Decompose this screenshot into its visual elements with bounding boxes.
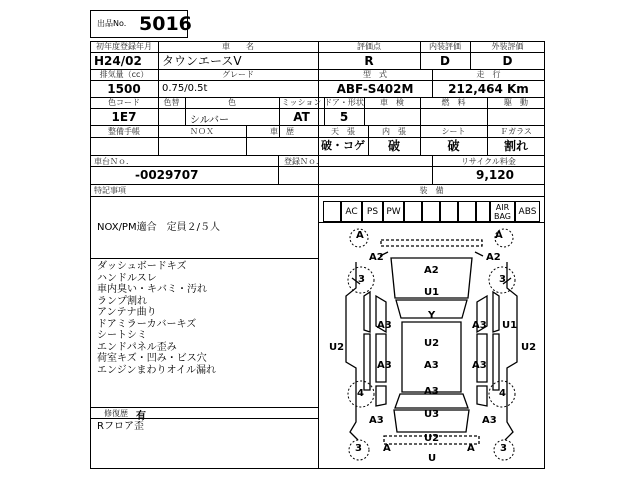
- inner-panel-value: 破: [387, 139, 400, 153]
- damage-u2-right: U2: [521, 342, 537, 353]
- equipment-cell-pw: PW: [383, 201, 404, 222]
- equipment-section-label: 装 備: [419, 186, 444, 195]
- inspection-label: 車 検: [380, 98, 404, 107]
- mission-label: ミッション: [281, 98, 322, 107]
- equipment-cell-airbag: AIR BAG: [490, 201, 515, 222]
- grade-value: 0.75/0.5t: [162, 83, 208, 94]
- mileage-value: 212,464 Km: [448, 82, 529, 96]
- damage-u1-hood: U1: [424, 287, 440, 298]
- car-name-value: タウンエースV: [162, 54, 242, 68]
- damage-u2-rear: U2: [424, 433, 440, 444]
- seat-value: 破: [447, 139, 460, 153]
- damage-a3-center-1: A3: [424, 360, 439, 371]
- notes-line-1: NOX/PM適合 定員２/５人: [97, 222, 220, 233]
- fuel-label: 燃 料: [441, 98, 466, 107]
- score-value: R: [364, 54, 374, 68]
- color-code-value: 1E7: [111, 110, 137, 124]
- notes-item: 荷室キズ・凹み・ビス穴: [97, 353, 207, 364]
- notes-section-label: 特記事項: [94, 186, 126, 195]
- notes-item: シートシミ: [97, 330, 147, 341]
- equipment-cell-ac: AC: [341, 201, 362, 222]
- ceiling-value: 破・コゲ: [321, 139, 365, 152]
- maintenance-book-label: 整備手帳: [108, 127, 140, 136]
- damage-wheel-fl: 3: [358, 274, 365, 285]
- damage-u1-right: U1: [502, 320, 518, 331]
- damage-a2-left: A2: [369, 252, 384, 263]
- notes-list: [97, 261, 315, 376]
- mission-value: AT: [293, 110, 310, 124]
- damage-a-back-right: A: [467, 443, 475, 454]
- chassis-number-label: 車台Ｎｏ．: [94, 157, 134, 166]
- damage-a3-left-3: A3: [369, 415, 384, 426]
- equipment-cell-abs: ABS: [515, 201, 540, 222]
- damage-y: Y: [428, 310, 436, 321]
- damage-a-back-left: A: [383, 443, 391, 454]
- repair-history-value: 有: [136, 411, 146, 422]
- drive-label: 駆 動: [504, 98, 528, 107]
- grade-label: グレード: [222, 70, 254, 79]
- equipment-cell-3: [404, 201, 422, 222]
- notes-item: ドアミラーカバーキズ: [97, 318, 197, 330]
- notes-item: エンドパネル歪み: [97, 341, 177, 353]
- color-label: 色: [228, 98, 236, 107]
- damage-front-right: A: [495, 230, 503, 241]
- damage-u3: U3: [424, 409, 440, 420]
- damage-wheel-bl: 3: [355, 443, 362, 454]
- color-code-label: 色コード: [108, 98, 140, 107]
- equipment-cell-5: [440, 201, 458, 222]
- damage-a2-hood: A2: [424, 265, 439, 276]
- damage-a3-center-2: A3: [424, 386, 439, 397]
- doors-value: 5: [339, 110, 349, 124]
- displacement-label: 排気量（cc）: [99, 70, 149, 79]
- equipment-cell-ps: PS: [362, 201, 383, 222]
- displacement-value: 1500: [107, 82, 141, 96]
- damage-a3-right-3: A3: [482, 415, 497, 426]
- front-glass-value: 割れ: [503, 139, 528, 153]
- damage-wheel-rr: 4: [499, 388, 506, 399]
- damage-a2-right: A2: [486, 252, 501, 263]
- inner-panel-label: 内 張: [382, 127, 406, 136]
- damage-u2-left: U2: [329, 342, 345, 353]
- lot-number-box: [90, 10, 192, 38]
- exterior-score-value: D: [502, 54, 513, 68]
- notes-item: ハンドルスレ: [97, 272, 157, 284]
- score-label: 評価点: [357, 42, 381, 51]
- interior-score-value: D: [440, 54, 450, 68]
- nox-label: ＮＯＸ: [190, 127, 214, 136]
- color-change-label: 色替: [163, 98, 180, 107]
- equipment-cell-4: [422, 201, 440, 222]
- interior-score-label: 内装評価: [429, 42, 461, 51]
- equipment-cell-6: [458, 201, 476, 222]
- damage-front-left: A: [356, 230, 364, 241]
- chassis-number-value: -0029707: [135, 168, 199, 182]
- car-name-label: 車 名: [222, 42, 254, 51]
- damage-a3-right-1: A3: [472, 320, 487, 331]
- recycle-fee-value: 9,120: [476, 168, 514, 182]
- ceiling-label: 天 張: [331, 127, 355, 136]
- damage-a3-right-2: A3: [472, 360, 487, 371]
- model-label: 型 式: [363, 70, 387, 79]
- notes-item: アンテナ曲り: [97, 307, 157, 318]
- repair-note: Rフロア歪: [97, 421, 144, 432]
- model-value: ABF-S402M: [336, 82, 414, 96]
- damage-u-rear: U: [428, 453, 437, 464]
- notes-item: ダッシュボードキズ: [97, 261, 187, 272]
- notes-item: ランプ割れ: [97, 295, 147, 307]
- notes-item: 車内臭い・キバミ・汚れ: [97, 284, 207, 295]
- damage-wheel-fr: 3: [499, 274, 506, 285]
- seat-label: シート: [441, 127, 466, 136]
- exterior-score-label: 外装評価: [491, 42, 524, 51]
- damage-u2-roof: U2: [424, 338, 440, 349]
- history-label: 車 歴: [270, 127, 294, 136]
- damage-wheel-br: 3: [500, 443, 507, 454]
- mileage-label: 走 行: [476, 70, 501, 79]
- front-glass-label: Ｆガラス: [500, 127, 532, 136]
- lot-number-label: 出品No.: [97, 19, 127, 28]
- registration-number-label: 登録Ｎｏ．: [284, 157, 324, 166]
- recycle-fee-label: リサイクル料金: [461, 157, 516, 166]
- damage-wheel-rl: 4: [357, 388, 364, 399]
- lot-number-value: 5016: [139, 13, 192, 35]
- color-value: シルバー: [190, 115, 230, 126]
- damage-a3-left-2: A3: [377, 360, 392, 371]
- repair-history-label: 修復歴: [104, 409, 128, 418]
- equipment-cell-blank: [323, 201, 341, 222]
- equipment-cell-blank2: [476, 201, 490, 222]
- doors-label: ドア・形状: [324, 98, 364, 107]
- damage-a3-left-1: A3: [377, 320, 392, 331]
- first-registration-label: 初年度登録年月: [96, 42, 152, 51]
- notes-item: エンジンまわりオイル漏れ: [97, 364, 216, 376]
- first-registration-value: H24/02: [94, 54, 142, 68]
